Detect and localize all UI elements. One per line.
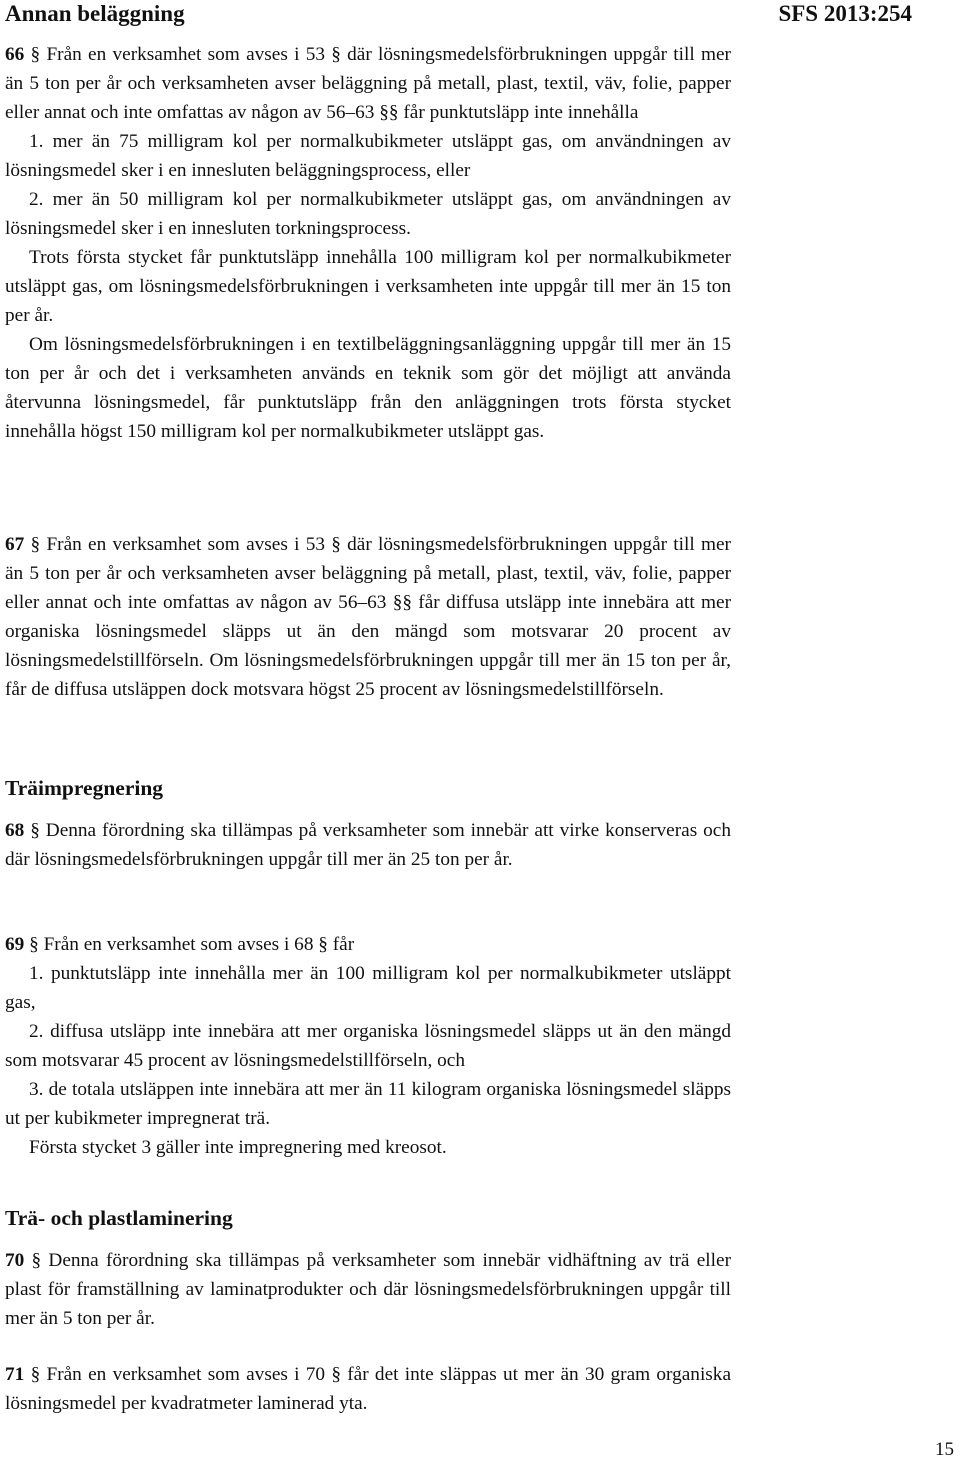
section-number: 69: [5, 934, 25, 955]
paragraph-mark: §: [30, 534, 41, 555]
section-67: [5, 530, 731, 704]
list-item: 1. punktutsläpp inte innehålla mer än 100 milligram kol per normalkubikmeter utsläppt gas,: [5, 963, 731, 1013]
section-68: [5, 816, 731, 874]
section-67-text: [5, 530, 731, 704]
section-text: Från en verksamhet som avses i 53 § där lösningsmedelsförbrukningen uppgår till mer än 5 ton per år och verksamheten avser beläggning på metall, plast, textil, väv, folie, papper eller annat och inte omfattas av någon av 56–63 §§ får punktutsläpp inte innehålla: [5, 44, 731, 123]
sfs-number: SFS 2013:254: [778, 1, 912, 26]
list-item: 3. de totala utsläppen inte innebära att mer än 11 kilogram organiska lösningsmedel släpps ut per kubikmeter impregnerat trä.: [5, 1079, 731, 1129]
section-69: [5, 930, 731, 1162]
section-66: [5, 40, 731, 446]
paragraph: Om lösningsmedelsförbrukningen i en textilbeläggningsanläggning uppgår till mer än 15 ton per år och det i verksamheten används en teknik som gör det möjligt att använda återvunna lösningsmedel, får punktutsläpp från den anläggningen trots första stycket innehålla högst 150 milligram kol per normalkubikmeter utsläppt gas.: [5, 334, 731, 442]
running-section-title: Annan beläggning: [5, 1, 185, 26]
section-text: Från en verksamhet som avses i 68 § får: [43, 934, 355, 955]
section-70-text: [5, 1246, 731, 1333]
section-number: 66: [5, 44, 25, 65]
heading-traimpregnering: Träimpregnering: [5, 776, 164, 800]
section-71: [5, 1360, 731, 1418]
section-71-text: [5, 1360, 731, 1418]
section-text: Denna förordning ska tillämpas på verksamheter som innebär vidhäftning av trä eller plast för framställning av laminatprodukter och där lösningsmedelsförbrukningen uppgår till mer än 5 ton per år.: [5, 1250, 731, 1329]
paragraph: Första stycket 3 gäller inte impregnering med kreosot.: [29, 1137, 447, 1158]
paragraph-mark: §: [30, 820, 40, 841]
section-number: 71: [5, 1364, 25, 1385]
section-number: 70: [5, 1250, 25, 1271]
section-text: Denna förordning ska tillämpas på verksamheter som innebär att virke konserveras och där lösningsmedelsförbrukningen uppgår till mer än 25 ton per år.: [5, 820, 731, 870]
section-text: Från en verksamhet som avses i 53 § där lösningsmedelsförbrukningen uppgår till mer än 5 ton per år och verksamheten avser beläggning på metall, plast, textil, väv, folie, papper eller annat och inte omfattas av någon av 56–63 §§ får diffusa utsläpp inte innebära att mer organiska lösningsmedel släpps ut än den mängd som motsvarar 20 procent av lösningsmedelstillförseln. Om lösningsmedelsförbrukningen uppgår till mer än 15 ton per år, får de diffusa utsläppen dock motsvara högst 25 procent av lösningsmedelstillförseln.: [5, 534, 731, 700]
section-69-intro: [5, 930, 731, 959]
section-68-text: [5, 816, 731, 874]
paragraph-mark: §: [30, 44, 41, 65]
paragraph-mark: §: [30, 1364, 41, 1385]
section-text: Från en verksamhet som avses i 70 § får det inte släppas ut mer än 30 gram organiska lösningsmedel per kvadratmeter laminerad yta.: [5, 1364, 732, 1414]
section-70: [5, 1246, 731, 1333]
section-number: 67: [5, 534, 25, 555]
section-number: 68: [5, 820, 25, 841]
paragraph-mark: §: [31, 1250, 42, 1271]
page-number: 15: [935, 1439, 954, 1460]
heading-tra-och-plastlaminering: Trä- och plastlaminering: [5, 1206, 233, 1230]
list-item: 1. mer än 75 milligram kol per normalkubikmeter utsläppt gas, om användningen av lösningsmedel sker i en innesluten beläggningsprocess, eller: [5, 131, 731, 181]
list-item: 2. diffusa utsläpp inte innebära att mer organiska lösningsmedel släpps ut än den mängd som motsvarar 45 procent av lösningsmedelstillförseln, och: [5, 1021, 731, 1071]
list-item: 2. mer än 50 milligram kol per normalkubikmeter utsläppt gas, om användningen av lösningsmedel sker i en innesluten torkningsprocess.: [5, 189, 731, 239]
paragraph: Trots första stycket får punktutsläpp innehålla 100 milligram kol per normalkubikmeter utsläppt gas, om lösningsmedelsförbrukningen i verksamheten inte uppgår till mer än 15 ton per år.: [5, 247, 731, 326]
paragraph-mark: §: [29, 934, 39, 955]
section-66-intro: [5, 40, 731, 127]
